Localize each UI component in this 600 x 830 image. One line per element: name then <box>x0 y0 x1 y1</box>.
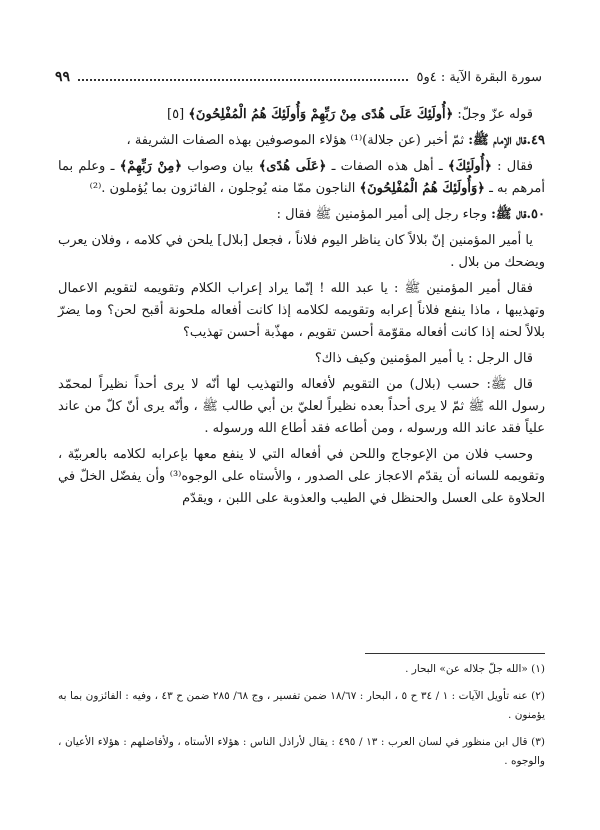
header-dotted-rule <box>78 73 408 81</box>
paragraph-text: وحسب فلان من الإعوجاج واللحن في أفعاله التي لا ينفع معها بإعرابه لكلامه بالعربيّة ، وتقويمه للسانه أن يقدّم الاعجاز على الصدور ، والأستاه على الوجوه⁽³⁾ وأن يفضّل الخلّ في الحلاوة على العسل والحنظل في الطيب والعذوبة على اللبن ، ويقدّم <box>58 447 545 506</box>
hadith-number: ٤٩. <box>526 133 545 148</box>
running-header <box>55 66 542 88</box>
paragraph-50 <box>58 204 545 226</box>
paragraph-text: فقال أمير المؤمنين ﷺ : يا عبد الله ! إنّما يراد إعراب الكلام وتقويمه لتقويم الاعمال وتهذيبها ، ماذا ينفع فلاناً إعرابه وتقويمه لكلامه إذا كانت أفعاله ملحونة أقبح لحن؟ وما يضرّ بلالاً لحنه إذا كانت أفعاله مقوّمة أحسن تقويم ، مهذّبة أحسن تهذيب؟ <box>58 281 545 340</box>
verse-intro: قوله عزّ وجلّ: <box>457 107 533 122</box>
footnotes <box>58 660 545 779</box>
text-run: فقال : <box>497 159 533 174</box>
paragraph-text: وجاء رجل إلى أمير المؤمنين ﷺ فقال : <box>276 207 487 222</box>
footnote-separator <box>365 653 545 654</box>
footnote-text: قال ابن منظور في لسان العرب : ١٣ / ٤٩٥ : يقال لأراذل الناس : هؤلاء الأستاه ، ولأفاضلهم : هؤلاء الأعيان ، والوجوه . <box>58 736 545 767</box>
footnote <box>58 687 545 725</box>
footnote-number: (١) <box>531 663 545 675</box>
paragraph-text: قال ﷺ: حسب (بلال) من التقويم لأفعاله والتهذيب لها أنّه لا يرى أحداً نظيراً لمحمّد رسول الله ﷺ ثمّ لا يرى أحداً بعده نظيراً لعليّ بن أبي طالب ﷺ ، وأنّه يرى أنّ كلّ من عاند علياً فقد عاند الله ورسوله ، ومن أطاعه فقد أطاع الله ورسوله . <box>58 377 545 436</box>
footnote <box>58 733 545 771</box>
text-run: بيان وصواب <box>187 159 254 174</box>
hadith-lead: قال الإمام ﷺ: <box>468 133 527 148</box>
quran-phrase: ﴿وَأُولَئِكَ هُمُ الْمُفْلِحُونَ﴾ <box>359 181 485 196</box>
quran-phrase: ﴿مِنْ رَبِّهِمْ﴾ <box>119 159 182 174</box>
footnote-number: (٢) <box>531 690 545 702</box>
text-run: ـ أهل هذه الصفات ـ <box>331 159 443 174</box>
page-number: ٩٩ <box>55 69 71 85</box>
verse-ref: [٥] <box>167 107 185 122</box>
paragraph-text: قال الرجل : يا أمير المؤمنين وكيف ذاك؟ <box>314 351 533 366</box>
paragraph-tafsir <box>58 156 545 200</box>
quran-phrase: ﴿عَلَى هُدًى﴾ <box>258 159 327 174</box>
verse-text: ﴿أُولَئِكَ عَلَى هُدًى مِنْ رَبِّهِمْ وَأُولَئِكَ هُمُ الْمُفْلِحُونَ﴾ <box>188 107 454 122</box>
main-text <box>58 104 545 514</box>
paragraph-text: ثمّ أخبر (عن جلالة)⁽¹⁾ هؤلاء الموصوفين بهذه الصفات الشريفة ، <box>126 133 465 148</box>
header-title: سورة البقرة الآية : ٤و٥ <box>416 69 542 85</box>
hadith-lead: قال ﷺ: <box>491 207 527 222</box>
footnote <box>58 660 545 679</box>
paragraph-text: يا أمير المؤمنين إنّ بلالاً كان يناظر اليوم فلاناً ، فجعل [بلال] يلحن في كلامه ، وفلان يعرب ويضحك من بلال . <box>58 233 545 270</box>
footnote-text: «الله جلّ جلاله عن» البحار . <box>405 663 528 675</box>
quran-phrase: ﴿أُولَئِكَ﴾ <box>447 159 492 174</box>
hadith-number: ٥٠. <box>526 207 545 222</box>
footnote-text: عنه تأويل الآيات : ١ / ٣٤ ح ٥ ، البحار : ١٨/٦٧ ضمن تفسير ، وج ٦٨/ ٢٨٥ ضمن ح ٤٣ ، وفيه : الفائزون بما به يؤمنون . <box>58 690 545 721</box>
paragraph-49 <box>58 130 545 152</box>
text-run: الناجون ممّا منه يُوجلون ، الفائزون بما يُؤملون .⁽²⁾ <box>89 181 356 196</box>
verse-heading <box>58 104 545 126</box>
text-run: ـ وعلم بما أمرهم به ـ <box>58 159 545 196</box>
footnote-number: (٣) <box>531 736 545 748</box>
